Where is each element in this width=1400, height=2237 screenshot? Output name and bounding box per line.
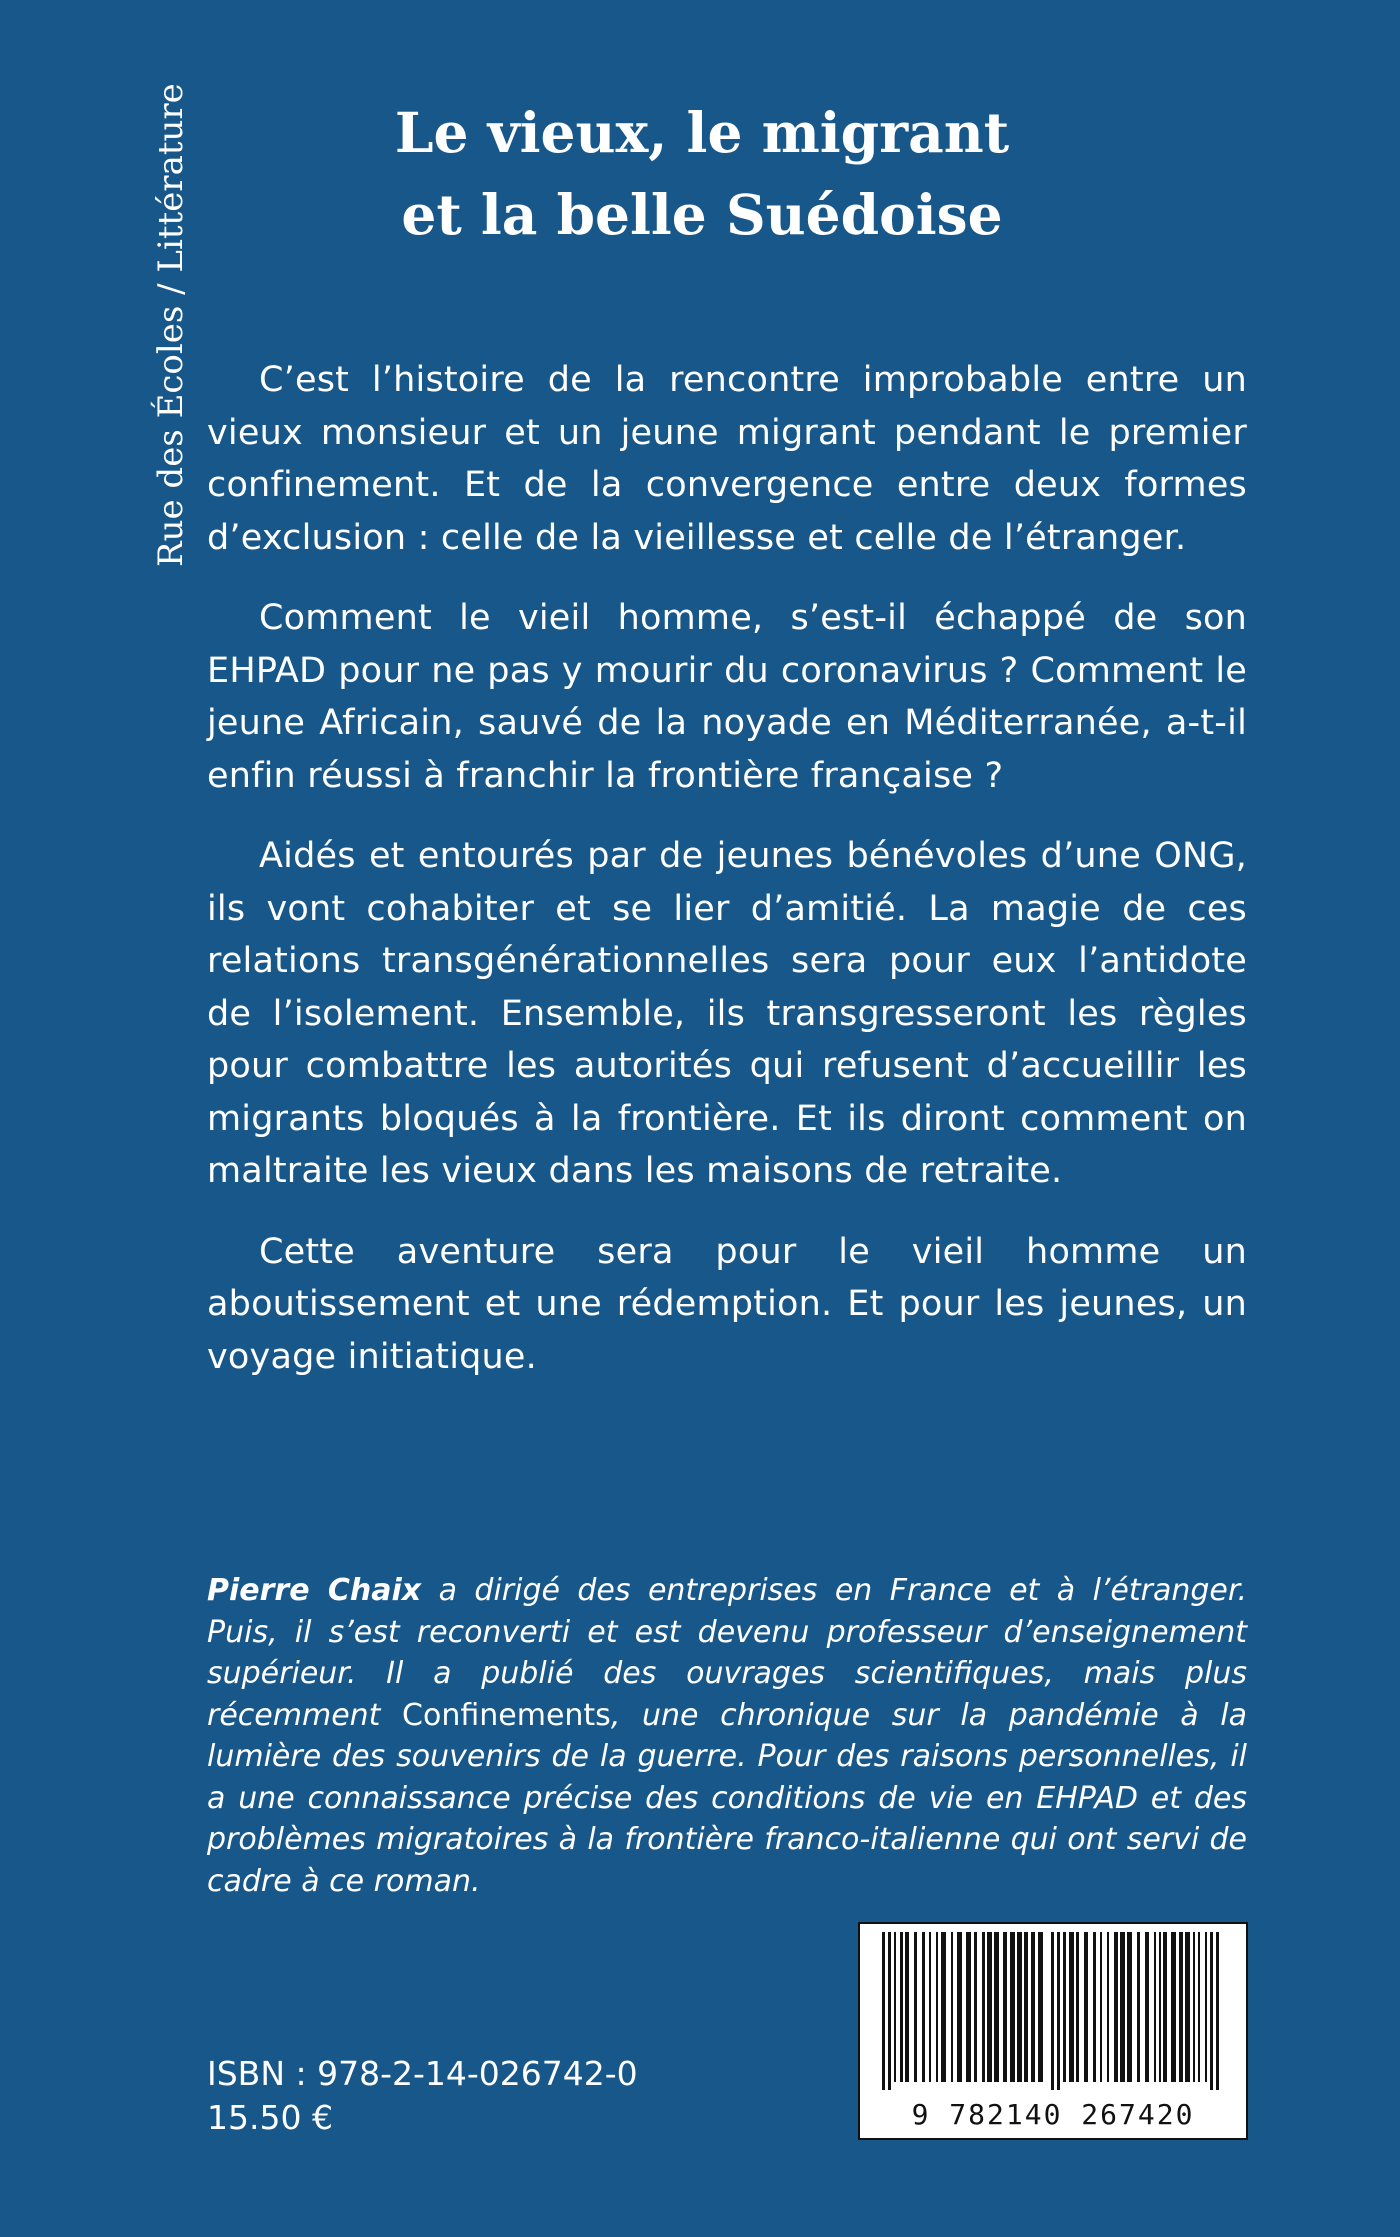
barcode-bar [1127, 1932, 1132, 2082]
author-bio [207, 1570, 1247, 1902]
barcode-bar [941, 1932, 946, 2082]
barcode-bar [1017, 1932, 1022, 2082]
barcode-bar [1185, 1932, 1190, 2082]
barcode-bar [1145, 1932, 1149, 2082]
barcode-bar [1154, 1932, 1156, 2082]
summary-paragraph-3: Aidés et entourés par de jeunes bénévoles d’une ONG, ils vont cohabiter et se lier d’amitié. La magie de ces relations transgénérationnelles sera pour eux l’antidote de l’isolement. Ensemble, ils transgresseront les règles pour combattre les autorités qui refusent d’accueillir les migrants bloqués à la frontière. Et ils diront comment on maltraite les vieux dans les maisons de retraite. [207, 836, 1247, 1191]
summary-paragraph-4: Cette aventure sera pour le vieil homme un aboutissement et une rédemption. Et pour les jeunes, un voyage initiatique. [207, 1231, 1247, 1377]
barcode-bar [922, 1932, 925, 2082]
barcode-bar [1031, 1932, 1035, 2082]
barcode-bar [966, 1932, 971, 2082]
summary-paragraph-1: C’est l’histoire de la rencontre improbable entre un vieux monsieur et un jeune migrant pendant le premier confinement. Et de la convergence entre deux formes d’exclusion : celle de la vieillesse et celle de l’étranger. [207, 360, 1247, 558]
barcode-guard-bar [888, 1932, 891, 2090]
barcode-bar [1107, 1932, 1109, 2082]
author-bio-text-1: a dirigé des entreprises en France et à l’étranger. Puis, il s’est reconverti et est devenu professeur d’enseignement supérieur. Il a publié des ouvrages scientifiques, mais plus récemment [207, 1573, 1248, 1733]
barcode-guard-bar [882, 1932, 885, 2090]
barcode-bar [929, 1932, 931, 2082]
barcode-bar [957, 1932, 962, 2082]
barcode-bar [1093, 1932, 1096, 2082]
barcode-bar [1193, 1932, 1195, 2082]
barcode-guard-bar [1057, 1932, 1060, 2090]
barcode-digits: 9 782140 267420 [866, 2098, 1240, 2132]
author-bio-text-2: , une chronique sur la pandémie à la lumière des souvenirs de la guerre. Pour des raisons personnelles, il a une connaissance précise des conditions de vie en EHPAD et des problèmes migratoires à la frontière franco-italienne qui ont servi de cadre à ce roman. [207, 1697, 1247, 1899]
barcode [858, 1922, 1248, 2140]
series-label: Rue des Écoles / Littérature [151, 83, 191, 567]
barcode-bar [914, 1932, 917, 2082]
barcode-bar [951, 1932, 953, 2082]
barcode-bar [1179, 1932, 1183, 2082]
barcode-bar [1114, 1932, 1118, 2082]
author-previous-book-title: Confinements [402, 1697, 611, 1733]
barcode-bar [1163, 1932, 1167, 2082]
barcode-bar [994, 1932, 999, 2082]
barcode-guard-bar [1216, 1932, 1219, 2090]
barcode-bar [1010, 1932, 1015, 2082]
barcode-bar [987, 1932, 992, 2082]
barcode-bar [1100, 1932, 1102, 2082]
barcode-bar [1063, 1932, 1066, 2082]
price: 15.50 € [207, 2098, 333, 2137]
book-title [230, 92, 1174, 256]
barcode-bar [1024, 1932, 1028, 2082]
barcode-bar [1198, 1932, 1200, 2082]
book-title-line-1: Le vieux, le migrant [394, 100, 1010, 165]
barcode-bar [936, 1932, 938, 2082]
barcode-bar [974, 1932, 977, 2082]
barcode-bar [1159, 1932, 1161, 2082]
barcode-guard-bar [1051, 1932, 1054, 2090]
barcode-bar [900, 1932, 903, 2082]
author-name: Pierre Chaix [207, 1573, 422, 1608]
barcode-bar [1137, 1932, 1140, 2082]
barcode-bar [1076, 1932, 1079, 2082]
barcode-bar [1171, 1932, 1176, 2082]
barcode-bar [1003, 1932, 1007, 2082]
barcode-guard-bar [1210, 1932, 1213, 2090]
barcode-bar [1084, 1932, 1088, 2082]
barcode-bar [894, 1932, 896, 2082]
barcode-bar [1120, 1932, 1125, 2082]
summary-paragraph-2: Comment le vieil homme, s’est-il échappé de son EHPAD pour ne pas y mourir du coronavirus ? Comment le jeune Africain, sauvé de la noyade en Méditerranée, a-t-il enfin réussi à franchir la frontière française ? [207, 598, 1247, 796]
barcode-bar [1038, 1932, 1043, 2082]
barcode-bar [982, 1932, 985, 2082]
barcode-bar [1205, 1932, 1207, 2082]
barcode-bar [905, 1932, 909, 2082]
book-title-line-2: et la belle Suédoise [401, 182, 1003, 247]
isbn: ISBN : 978-2-14-026742-0 [207, 2054, 638, 2093]
barcode-bar [1069, 1932, 1074, 2082]
book-summary [207, 354, 1247, 1411]
